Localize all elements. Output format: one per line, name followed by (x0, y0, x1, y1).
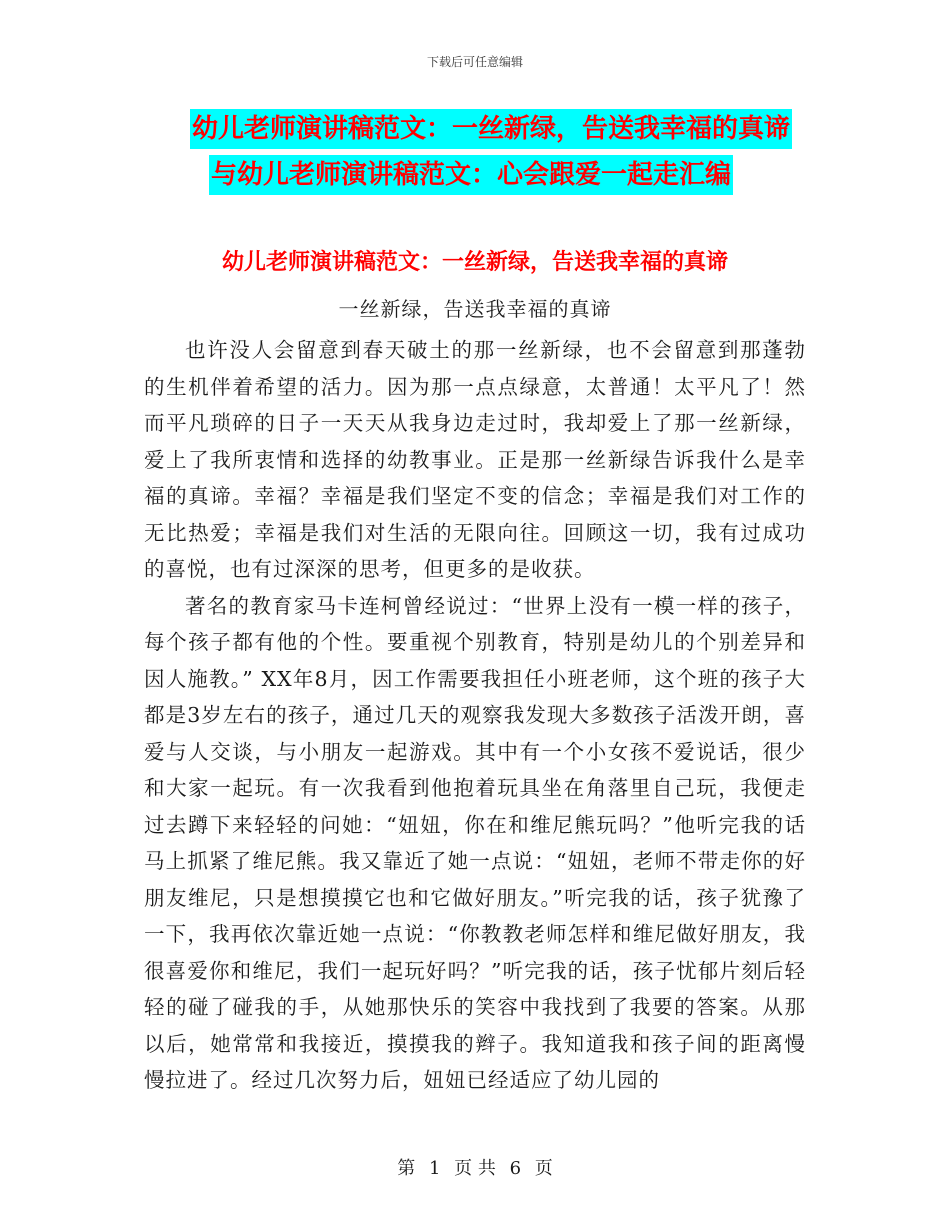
paragraph-1: 也许没人会留意到春天破土的那一丝新绿，也不会留意到那蓬勃的生机伴着希望的活力。因为那一点点绿意，太普通！太平凡了！然而平凡琐碎的日子一天天从我身边走过时，我却爱上了那一丝新绿，爱上了我所衷情和选择的幼教事业。正是那一丝新绿告诉我什么是幸福的真谛。幸福？幸福是我们坚定不变的信念；幸福是我们对工作的无比热爱；幸福是我们对生活的无限向往。回顾这一切，我有过成功的喜悦，也有过深深的思考，但更多的是收获。 (144, 338, 806, 581)
speech-subtitle: 一丝新绿，告送我幸福的真谛 (338, 297, 612, 321)
document-title-line-1: 幼儿老师演讲稿范文：一丝新绿，告送我幸福的真谛 (190, 109, 792, 149)
header-note: 下载后可任意编辑 (426, 55, 523, 69)
footer-page-number: 1 (428, 1158, 441, 1179)
footer-suffix: 页 (534, 1158, 553, 1179)
body-text (144, 332, 806, 1099)
section-heading: 幼儿老师演讲稿范文：一丝新绿，告送我幸福的真谛 (221, 250, 728, 275)
document-title-line-2: 与幼儿老师演讲稿范文：心会跟爱一起走汇编 (209, 155, 733, 195)
page-footer (0, 1154, 950, 1180)
footer-total-pages: 6 (509, 1158, 522, 1179)
paragraph-2: 著名的教育家马卡连柯曾经说过：“世界上没有一模一样的孩子，每个孩子都有他的个性。要重视个别教育，特别是幼儿的个别差异和因人施教。” XX年8月，因工作需要我担任小班老师，这个班的孩子大都是3岁左右的孩子，通过几天的观察我发现大多数孩子活泼开朗，喜爱与人交谈，与小朋友一起游戏。其中有一个小女孩不爱说话，很少和大家一起玩。有一次我看到他抱着玩具坐在角落里自己玩，我便走过去蹲下来轻轻的问她：“妞妞，你在和维尼熊玩吗？”他听完我的话马上抓紧了维尼熊。我又靠近了她一点说：“妞妞，老师不带走你的好朋友维尼，只是想摸摸它也和它做好朋友。”听完我的话，孩子犹豫了一下，我再依次靠近她一点说：“你教教老师怎样和维尼做好朋友，我很喜爱你和维尼，我们一起玩好吗？”听完我的话，孩子忧郁片刻后轻轻的碰了碰我的手，从她那快乐的笑容中我找到了我要的答案。从那以后，她常常和我接近，摸摸我的辫子。我知道我和孩子间的距离慢慢拉进了。经过几次努力后，妞妞已经适应了幼儿园的 (144, 593, 806, 1092)
footer-prefix: 第 (397, 1158, 416, 1179)
footer-middle: 页 共 (454, 1158, 496, 1179)
